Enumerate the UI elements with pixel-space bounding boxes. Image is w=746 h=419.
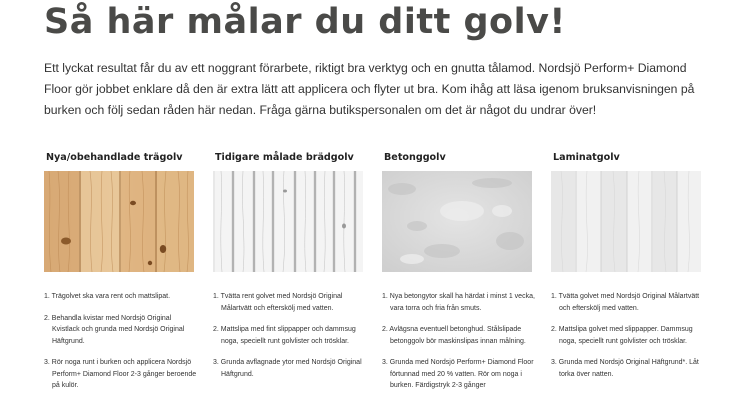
floor-type-painted-boards <box>213 152 369 390</box>
step-3: 3. Grunda avflagnade ytor med Nordsjö Original Häftgrund. <box>213 359 362 378</box>
column-title: Nya/obehandlade trägolv <box>46 152 183 163</box>
step-1: 1. Nya betongytor skall ha härdat i minst 1 vecka, vara torra och fria från smuts. <box>382 293 535 312</box>
floor-type-raw-wood <box>44 152 200 402</box>
step-1: 1. Trägolvet ska vara rent och mattslipat. <box>44 293 171 300</box>
step-list <box>551 291 707 380</box>
step-3: 3. Grunda med Nordsjö Original Häftgrund*. Låt torka över natten. <box>551 359 699 378</box>
column-title: Tidigare målade brädgolv <box>215 152 354 163</box>
step-list <box>213 291 369 380</box>
painted-boards-swatch <box>213 171 363 272</box>
step-2: 2. Mattslipa med fint slippapper och dammsug noga, speciellt runt golvlister och trösklar. <box>213 326 356 345</box>
step-2: 2. Mattslipa golvet med slippapper. Dammsug noga, speciellt runt golvlister och trösklar. <box>551 326 693 345</box>
page-title: Så här målar du ditt golv! <box>44 2 566 42</box>
step-3: 3. Grunda med Nordsjö Perform+ Diamond Floor förtunnad med 20 % vatten. Rör om noga i burken. Färdigstryk 2-3 gånger <box>382 359 534 389</box>
step-1: 1. Tvätta golvet med Nordsjö Original Målartvätt och efterskölj med vatten. <box>551 293 700 312</box>
step-2: 2. Behandla kvistar med Nordsjö Original Kvistlack och grunda med Nordsjö Original Häftgrund. <box>44 314 185 345</box>
raw-pine-wood-swatch <box>44 171 194 272</box>
white-laminate-swatch <box>551 171 701 272</box>
step-list <box>382 291 538 392</box>
step-list <box>44 291 200 392</box>
column-title: Betonggolv <box>384 152 446 163</box>
intro-paragraph: Ett lyckat resultat får du av ett noggrant förarbete, riktigt bra verktyg och en gnutta tålamod. Nordsjö Perform+ Diamond Floor gör jobbet enklare då den är extra lätt att applicera och flyter ut bra. Kom ihåg att läsa igenom bruksanvisningen på burken och följ sedan råden här nedan. Fråga gärna butikspersonalen om det är något du undrar över! <box>44 61 695 117</box>
step-2: 2. Avlägsna eventuell betonghud. Stålslipade betonggolv bör maskinslipas innan målning. <box>382 326 526 345</box>
floor-type-laminate <box>551 152 707 390</box>
concrete-swatch <box>382 171 532 272</box>
floor-type-concrete <box>382 152 538 402</box>
step-1: 1. Tvätta rent golvet med Nordsjö Original Målartvätt och efterskölj med vatten. <box>213 293 343 312</box>
column-title: Laminatgolv <box>553 152 620 163</box>
step-3: 3. Rör noga runt i burken och applicera Nordsjö Perform+ Diamond Floor 2-3 gånger beroende på kulör. <box>44 359 197 389</box>
